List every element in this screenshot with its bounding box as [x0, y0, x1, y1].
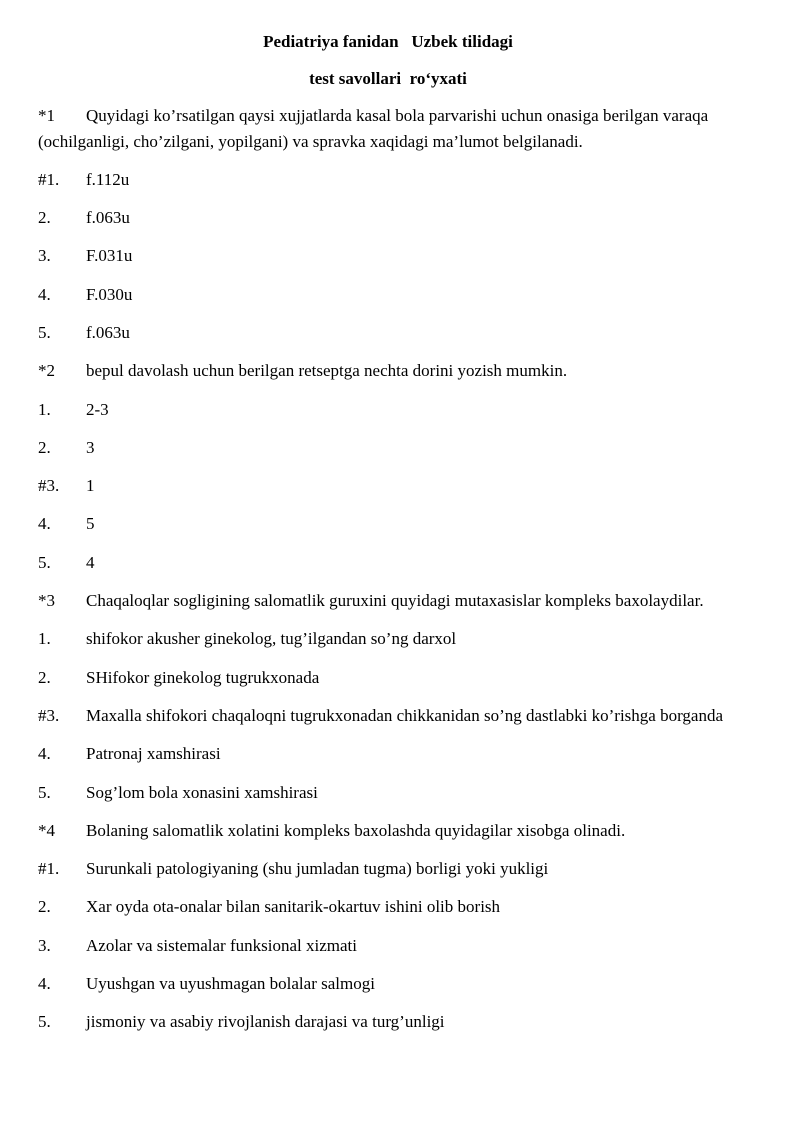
- line-text: bepul davolash uchun berilgan retseptga nechta dorini yozish mumkin.: [86, 361, 568, 381]
- answer-option: [38, 243, 738, 269]
- line-number: 2.: [38, 208, 51, 228]
- line-text: Maxalla shifokori chaqaloqni tugrukxonadan chikkanidan so’ng dastlabki ko’rishga borganda: [86, 705, 724, 725]
- answer-option: [38, 511, 738, 537]
- line-number: 4.: [38, 974, 51, 994]
- line-text: f.112u: [86, 169, 130, 189]
- question-list: [38, 103, 738, 1035]
- line-number: 1.: [38, 629, 51, 649]
- line-number: 5.: [38, 782, 51, 802]
- line-number: 2.: [38, 897, 51, 917]
- question-line: [38, 588, 738, 614]
- line-text: shifokor akusher ginekolog, tug’ilgandan so’ng darxol: [86, 629, 457, 649]
- line-text: SHifokor ginekolog tugrukxonada: [86, 667, 320, 687]
- document-title-line-2: test savollari ro‘yxati: [309, 69, 467, 88]
- line-number: *1: [38, 106, 55, 125]
- line-number: *3: [38, 591, 55, 611]
- line-text: Quyidagi ko’rsatilgan qaysi xujjatlarda kasal bola parvarishi uchun onasiga berilgan varaqa (ochilganligi, cho’zilgani, yopilgani) va spravka xaqidagi ma’lumot belgilanadi.: [38, 106, 713, 151]
- line-number: #1.: [38, 169, 60, 189]
- answer-option: [38, 282, 738, 308]
- question-line: [38, 358, 738, 384]
- line-text: jismoniy va asabiy rivojlanish darajasi va turg’unligi: [86, 1012, 445, 1032]
- line-number: 1.: [38, 399, 51, 419]
- line-number: #3.: [38, 705, 60, 725]
- line-text: 4: [86, 552, 95, 572]
- line-number: 2.: [38, 437, 51, 457]
- line-text: f.063u: [86, 208, 130, 228]
- answer-option: [38, 1009, 738, 1035]
- line-number: 4.: [38, 514, 51, 534]
- answer-option: [38, 933, 738, 959]
- line-text: Uyushgan va uyushmagan bolalar salmogi: [86, 974, 375, 994]
- answer-option: [38, 741, 738, 767]
- question-line: [38, 103, 738, 154]
- answer-option: [38, 780, 738, 806]
- line-number: #1.: [38, 859, 60, 879]
- line-text: 1: [86, 476, 95, 496]
- line-text: F.031u: [86, 246, 133, 266]
- line-number: #3.: [38, 476, 60, 496]
- answer-option: [38, 205, 738, 231]
- line-text: F.030u: [86, 284, 133, 304]
- line-text: 3: [86, 437, 95, 457]
- line-text: Patronaj xamshirasi: [86, 744, 221, 764]
- question-line: [38, 818, 738, 844]
- answer-option: [38, 320, 738, 346]
- line-number: 4.: [38, 284, 51, 304]
- line-number: 3.: [38, 246, 51, 266]
- line-text: Azolar va sistemalar funksional xizmati: [86, 935, 357, 955]
- document-page: [38, 30, 738, 1048]
- answer-option: [38, 971, 738, 997]
- line-text: Sog’lom bola xonasini xamshirasi: [86, 782, 318, 802]
- line-number: 2.: [38, 667, 51, 687]
- line-text: Surunkali patologiyaning (shu jumladan tugma) borligi yoki yukligi: [86, 859, 549, 879]
- line-number: 5.: [38, 552, 51, 572]
- answer-option: [38, 397, 738, 423]
- answer-option: [38, 665, 738, 691]
- line-text: 5: [86, 514, 95, 534]
- line-number: 5.: [38, 1012, 51, 1032]
- document-title-line-1: Pediatriya fanidan Uzbek tilidagi: [263, 32, 513, 51]
- answer-option: [38, 473, 738, 499]
- line-text: 2-3: [86, 399, 109, 419]
- line-number: *2: [38, 361, 55, 381]
- answer-option: [38, 626, 738, 652]
- answer-option: [38, 856, 738, 882]
- line-text: Bolaning salomatlik xolatini kompleks baxolashda quyidagilar xisobga olinadi.: [86, 820, 626, 840]
- answer-option: [38, 435, 738, 461]
- answer-option: [38, 894, 738, 920]
- line-number: 3.: [38, 935, 51, 955]
- line-number: 5.: [38, 322, 51, 342]
- line-text: f.063u: [86, 322, 130, 342]
- line-number: *4: [38, 820, 55, 840]
- answer-option: [38, 550, 738, 576]
- line-text: Chaqaloqlar sogligining salomatlik guruxini quyidagi mutaxasislar kompleks baxolaydilar.: [86, 591, 704, 611]
- line-number: 4.: [38, 744, 51, 764]
- line-text: Xar oyda ota-onalar bilan sanitarik-okartuv ishini olib borish: [86, 897, 501, 917]
- answer-option: [38, 167, 738, 193]
- answer-option: [38, 703, 738, 729]
